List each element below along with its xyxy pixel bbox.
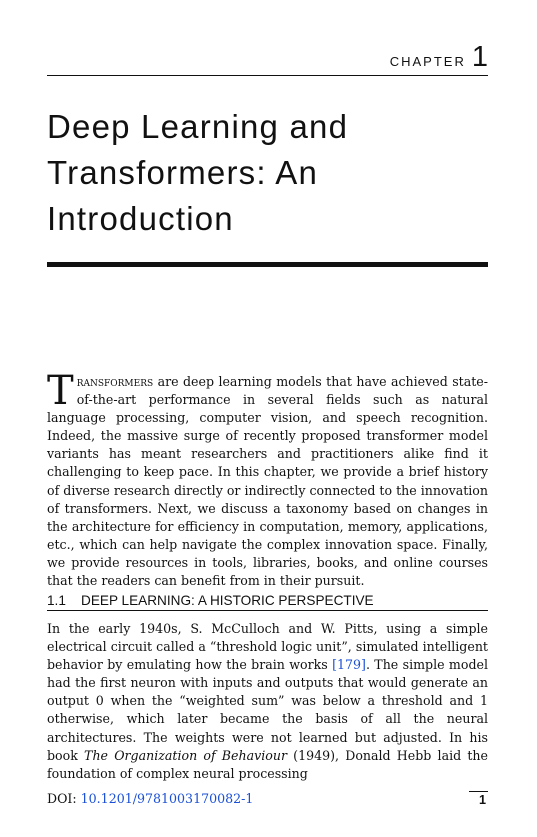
page-number: 1 xyxy=(469,791,488,808)
intro-text: are deep learning models that have achieved state-of-the-art performance in several fields such as natural language processing, computer vision, and speech recognition. Indeed, the massive surge of recently proposed transformer model variants has meant researchers and practitioners alike find it challenging to keep pace. In this chapter, we provide a brief history of diverse research directly or indirectly connected to the innovation of transformers. Next, we discuss a taxonomy based on changes in the architecture for efficiency in computation, memory, applications, etc., which can help navigate the complex innovation space. Finally, we provide resources in tools, libraries, books, and online courses that the readers can benefit from in their pursuit. xyxy=(47,374,488,589)
chapter-label: CHAPTER xyxy=(389,54,466,69)
doi-footer xyxy=(47,791,253,806)
intro-smallcaps: ransformers xyxy=(76,374,154,389)
doi-link[interactable]: 10.1201/9781003170082-1 xyxy=(80,791,254,806)
section-number: 1.1 xyxy=(47,593,66,608)
section-title: DEEP LEARNING: A HISTORIC PERSPECTIVE xyxy=(81,593,374,608)
body-text-3: (1949), Donald Hebb laid the foundation of complex neural processing xyxy=(47,747,488,781)
title-rule xyxy=(47,262,488,267)
chapter-title-line-1: Deep Learning and xyxy=(47,108,349,145)
intro-paragraph xyxy=(47,368,488,590)
chapter-number: 1 xyxy=(471,41,488,73)
chapter-title xyxy=(47,104,488,242)
body-paragraph xyxy=(47,620,488,783)
section-heading xyxy=(47,593,488,611)
drop-cap: T xyxy=(47,368,74,414)
body-text-2: . The simple model had the first neuron with inputs and outputs that would generate an output 0 when the “weighted sum” was below a threshold and 1 otherwise, which later became the basis of all the neural architectures. The weights were not learned but adjusted. In his book xyxy=(47,657,488,763)
chapter-header xyxy=(389,41,488,73)
chapter-title-line-3: Introduction xyxy=(47,200,234,237)
header-rule xyxy=(47,75,488,76)
citation-link[interactable]: [179] xyxy=(332,657,366,673)
body-text-1: In the early 1940s, S. McCulloch and W. Pitts, using a simple electrical circuit called a “threshold logic unit”, simulated intelligent behavior by emulating how the brain works xyxy=(47,621,488,673)
chapter-title-line-2: Transformers: An xyxy=(47,154,319,191)
doi-label: DOI: xyxy=(47,791,81,806)
book-title: The Organization of Behaviour xyxy=(84,747,287,763)
